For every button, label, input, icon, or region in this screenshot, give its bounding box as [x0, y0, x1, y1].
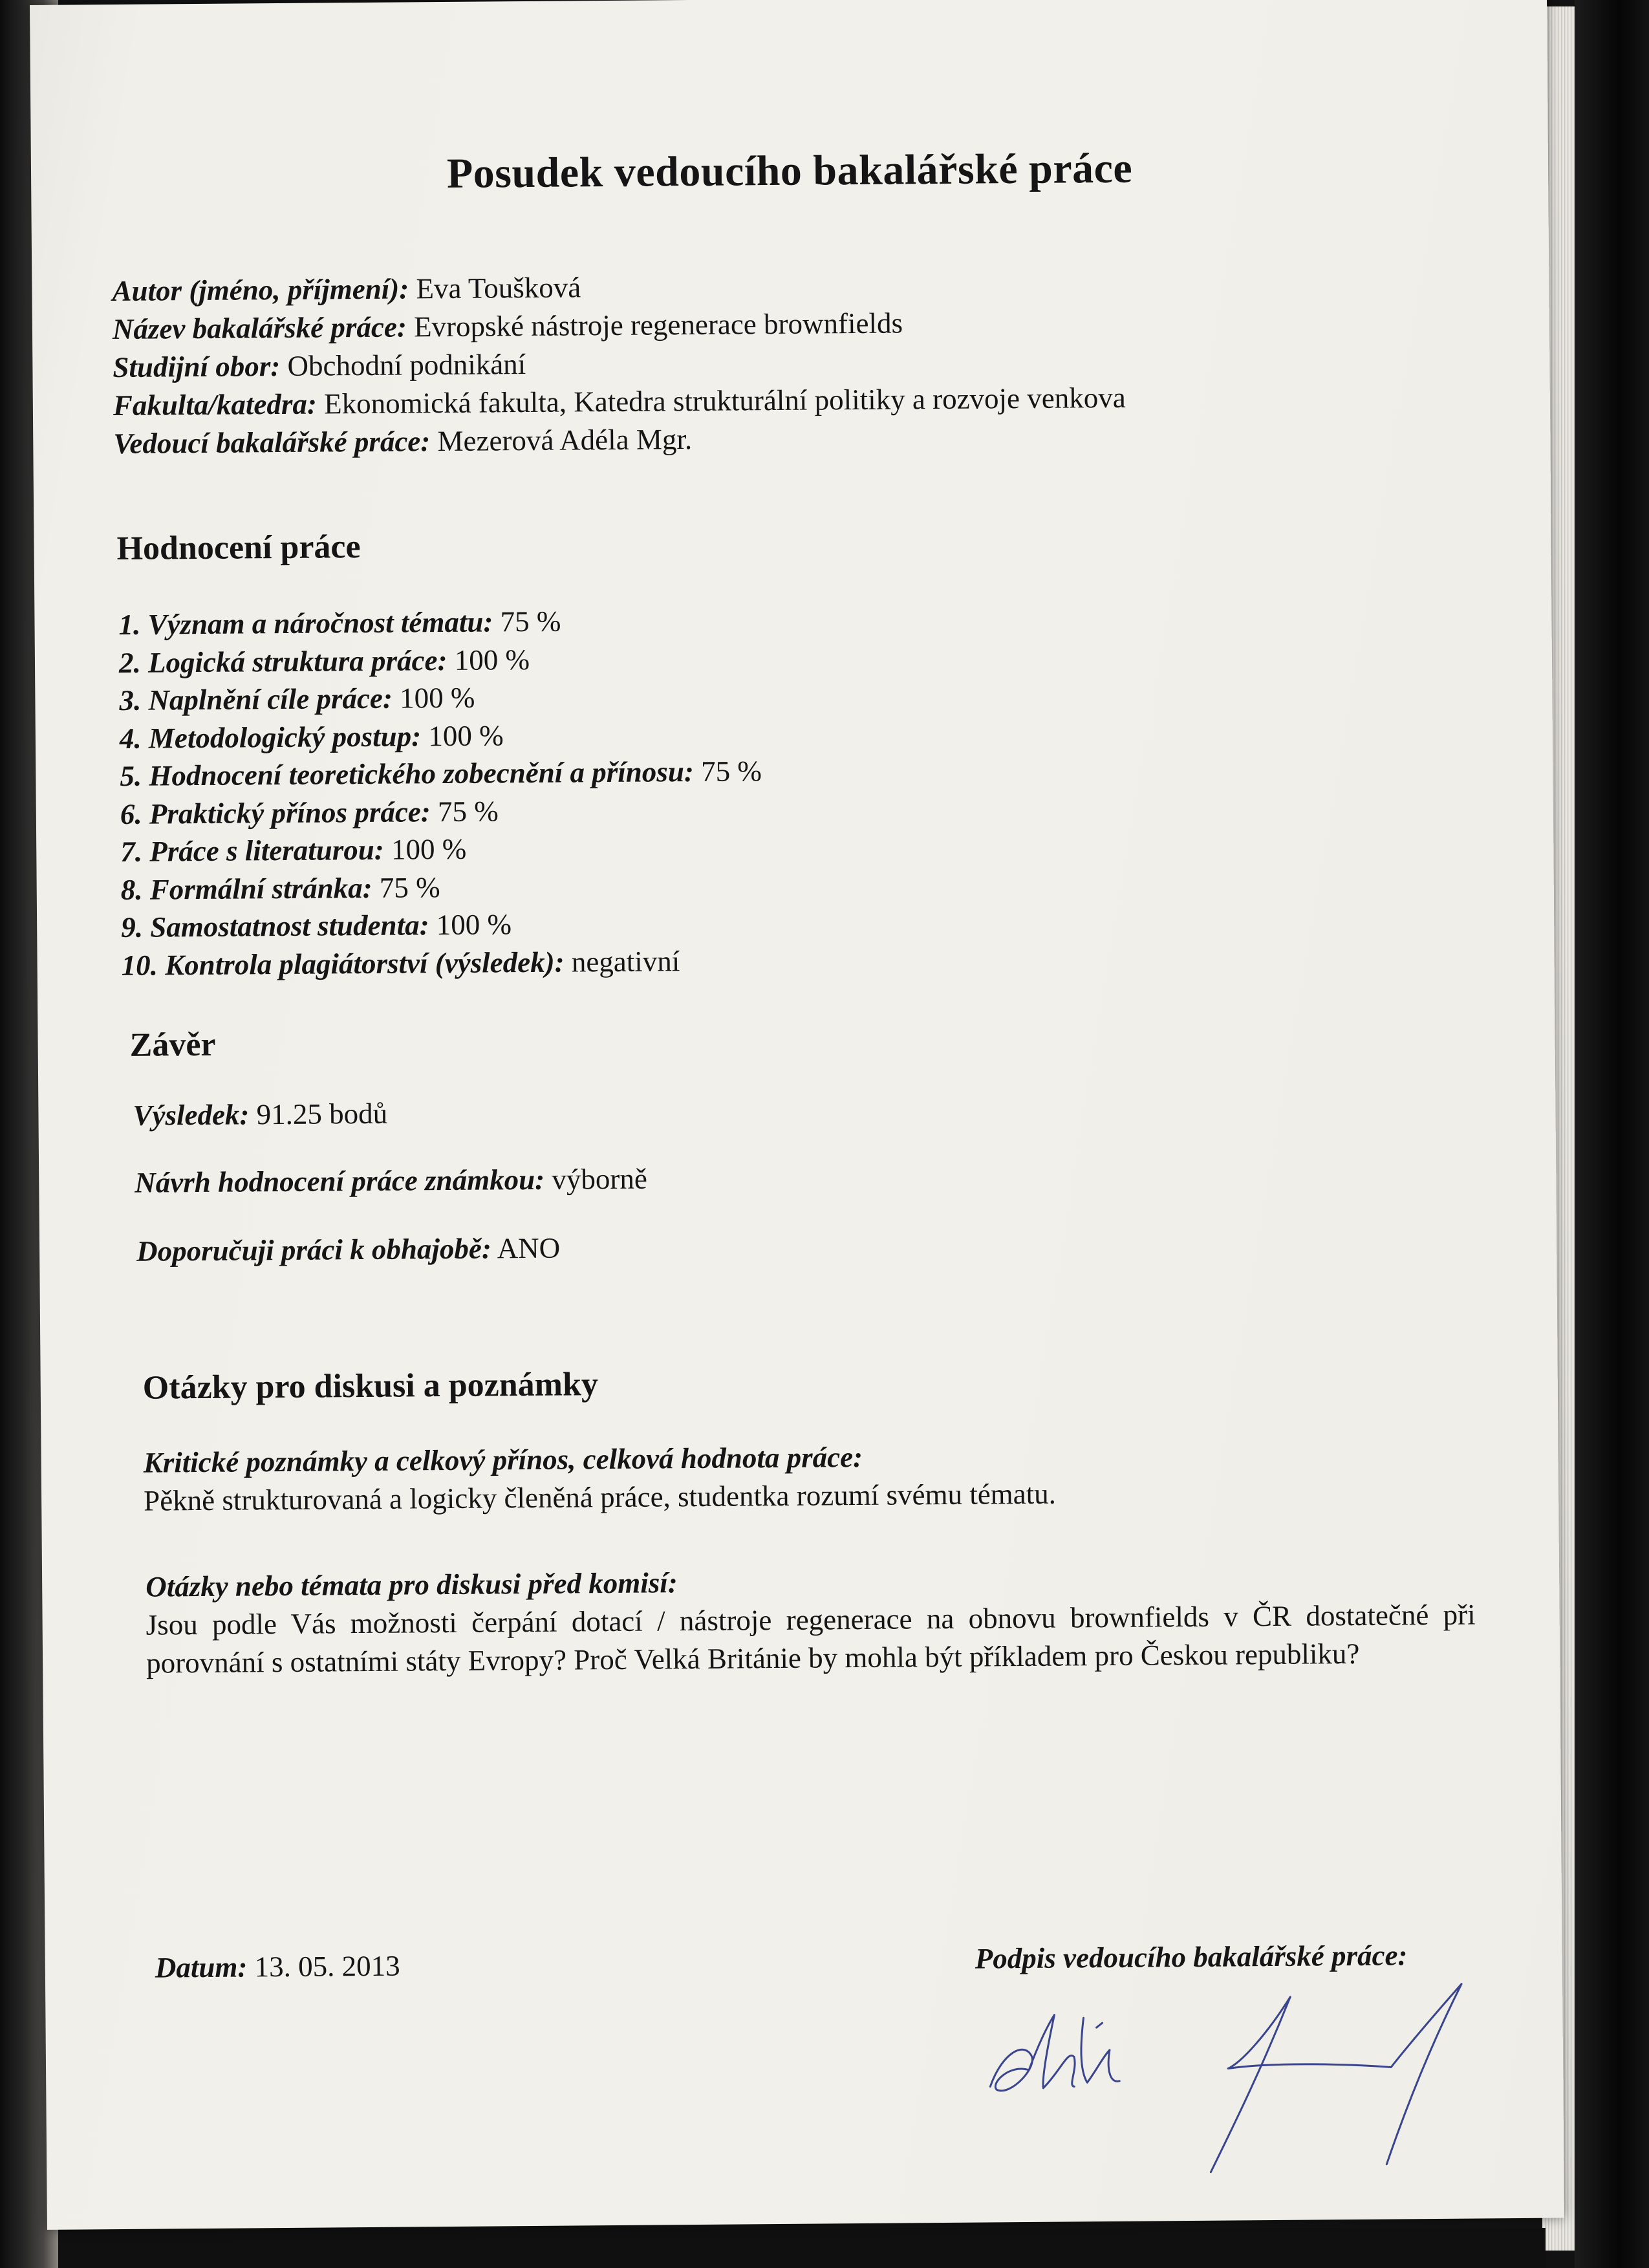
- document-page: [30, 0, 1564, 2230]
- evaluation-label: 1. Význam a náročnost tématu:: [118, 605, 493, 641]
- document-title: Posudek vedoucího bakalářské práce: [446, 144, 1133, 197]
- scan-bottom-shadow: [58, 2228, 1546, 2268]
- info-label: Autor (jméno, příjmení):: [112, 272, 409, 308]
- date-label: Datum:: [155, 1950, 248, 1984]
- questions-label: Otázky nebo témata pro diskusi před komisí:: [146, 1566, 678, 1603]
- recommend-line: [136, 1231, 560, 1268]
- evaluation-value: 100 %: [436, 908, 512, 942]
- recommend-value: ANO: [497, 1231, 561, 1265]
- evaluation-value: 100 %: [391, 832, 467, 866]
- info-label: Vedoucí bakalářské práce:: [113, 425, 431, 460]
- evaluation-value: 75 %: [500, 605, 561, 638]
- critical-notes-text: Pěkně strukturovaná a logicky členěná práce, studentka rozumí svému tématu.: [143, 1477, 1057, 1517]
- evaluation-item: [120, 752, 762, 795]
- info-label: Název bakalářské práce:: [112, 310, 407, 346]
- evaluation-item: [118, 601, 760, 643]
- evaluation-value: 100 %: [454, 643, 530, 676]
- recommend-label: Doporučuji práci k obhajobě:: [136, 1232, 492, 1268]
- result-line: [133, 1097, 387, 1132]
- evaluation-value: 100 %: [428, 718, 504, 752]
- evaluation-item: [120, 828, 762, 870]
- result-label: Výsledek:: [133, 1098, 250, 1132]
- date-value: 13. 05. 2013: [254, 1949, 400, 1983]
- evaluation-item: [119, 676, 761, 719]
- evaluation-value: negativní: [571, 944, 680, 978]
- grade-line: [135, 1162, 647, 1200]
- evaluation-item: [121, 903, 763, 946]
- evaluation-heading: Hodnocení práce: [116, 528, 361, 567]
- critical-notes: [143, 1434, 1437, 1520]
- info-value: Evropské nástroje regenerace brownfields: [413, 307, 903, 343]
- evaluation-label: 10. Kontrola plagiátorství (výsledek):: [121, 945, 565, 982]
- evaluation-label: 5. Hodnocení teoretického zobecnění a přínosu:: [120, 755, 695, 792]
- book-cover-edge: [1575, 0, 1649, 2268]
- info-label: Studijní obor:: [113, 349, 281, 384]
- evaluation-value: 75 %: [379, 870, 440, 904]
- evaluation-item: [121, 866, 763, 909]
- handwritten-signature: [964, 1969, 1502, 2187]
- date-line: [155, 1949, 400, 1985]
- thesis-info: [112, 265, 1126, 463]
- grade-label: Návrh hodnocení práce známkou:: [135, 1163, 545, 1199]
- questions-text: Jsou podle Vás možnosti čerpání dotací / nástroje regenerace na obnovu brownfields v ČR dostatečné při porovnání s ostatními státy Evropy? Proč Velká Británie by mohla být příkladem pro Českou republiku?: [146, 1598, 1476, 1679]
- evaluation-label: 2. Logická struktura práce:: [118, 643, 447, 679]
- info-value: Eva Toušková: [416, 271, 581, 305]
- info-label: Fakulta/katedra:: [113, 387, 318, 422]
- evaluation-label: 7. Práce s literaturou:: [120, 833, 384, 868]
- signature-label-line: [975, 1938, 1408, 1975]
- evaluation-label: 3. Naplnění cíle práce:: [119, 682, 393, 717]
- evaluation-item: [120, 715, 762, 757]
- evaluation-value: 100 %: [399, 681, 475, 715]
- evaluation-item: [121, 942, 763, 984]
- evaluation-value: 75 %: [700, 755, 762, 788]
- evaluation-list: [118, 601, 763, 984]
- info-row-supervisor: [113, 417, 1126, 463]
- critical-notes-label: Kritické poznámky a celkový přínos, celková hodnota práce:: [143, 1440, 863, 1479]
- evaluation-label: 6. Praktický přínos práce:: [120, 795, 431, 830]
- evaluation-value: 75 %: [437, 794, 499, 828]
- grade-value: výborně: [552, 1162, 648, 1196]
- info-value: Ekonomická fakulta, Katedra strukturální politiky a rozvoje venkova: [323, 381, 1126, 420]
- conclusion-heading: Závěr: [129, 1026, 216, 1064]
- info-value: Mezerová Adéla Mgr.: [437, 422, 693, 458]
- info-value: Obchodní podnikání: [287, 347, 526, 382]
- evaluation-label: 4. Metodologický postup:: [119, 719, 422, 755]
- result-value: 91.25 bodů: [256, 1097, 388, 1131]
- evaluation-label: 9. Samostatnost studenta:: [121, 909, 429, 944]
- discussion-questions: [146, 1558, 1476, 1683]
- discussion-heading: Otázky pro diskusi a poznámky: [142, 1366, 599, 1407]
- evaluation-label: 8. Formální stránka:: [120, 871, 372, 906]
- evaluation-item: [119, 639, 761, 682]
- evaluation-item: [120, 790, 762, 833]
- info-row-faculty: [113, 379, 1126, 425]
- signature-label: Podpis vedoucího bakalářské práce:: [975, 1939, 1408, 1975]
